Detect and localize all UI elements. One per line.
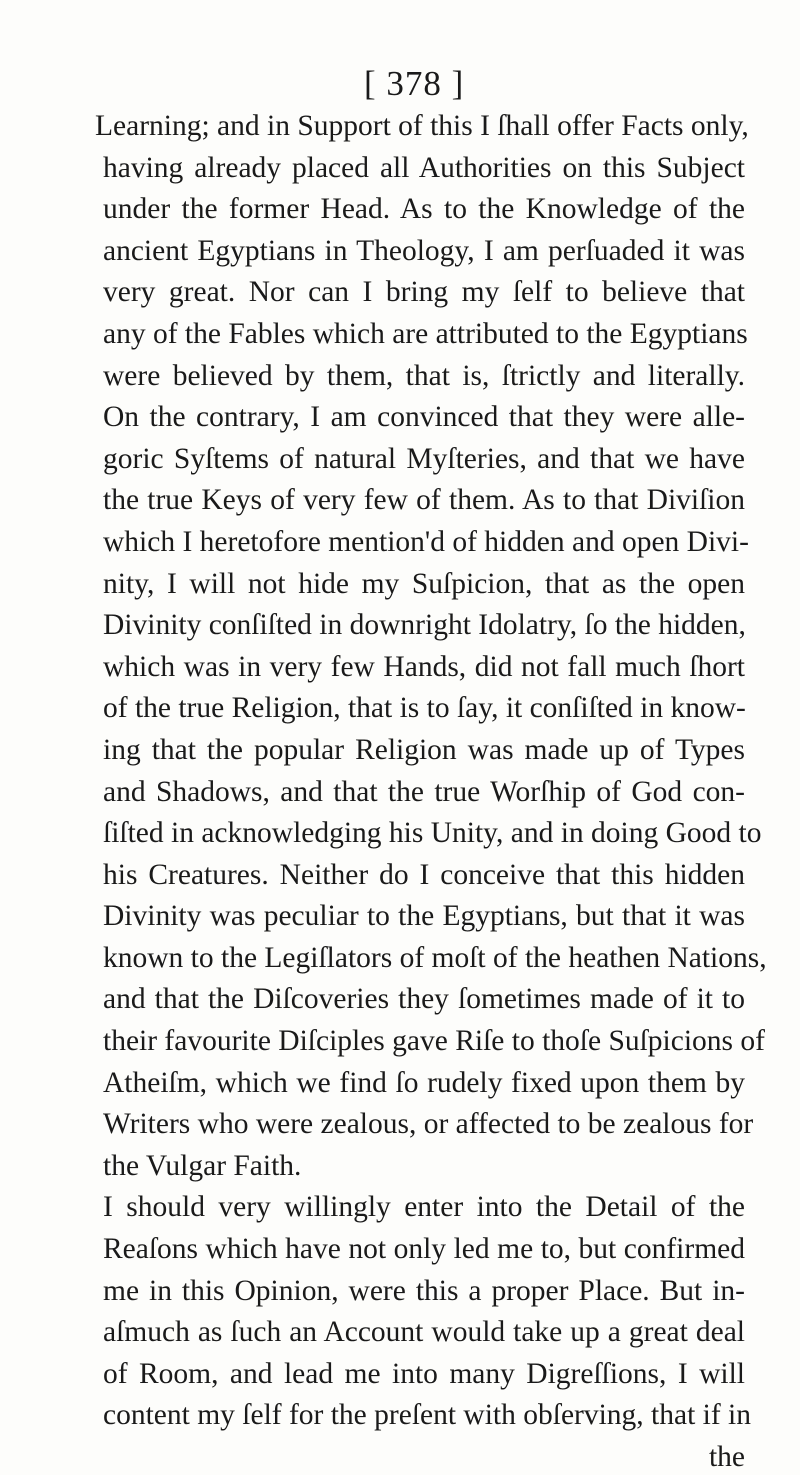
text-line: any of the Fables which are attributed to the Egyptians <box>103 317 748 350</box>
text-line: known to the Legiſlators of moſt of the heathen Nations, <box>103 941 767 974</box>
text-line: On the contrary, I am convinced that they were alle- <box>103 401 745 434</box>
text-line: his Creatures. Neither do I conceive that this hidden <box>103 858 745 891</box>
text-line: Learning; and in Support of this I ſhall offer Facts only, <box>95 110 749 142</box>
text-line: Writers who were zealous, or affected to be zealous for <box>103 1108 754 1141</box>
text-line: which I heretofore mention'd of hidden and open Divi- <box>103 525 749 558</box>
text-line: Reaſons which have not only led me to, but confirmed <box>103 1233 745 1266</box>
text-line: me in this Opinion, were this a proper Place. But in- <box>103 1274 745 1307</box>
text-line: of Room, and lead me into many Digreſſions, I will <box>103 1357 745 1390</box>
text-line: ancient Egyptians in Theology, I am perſuaded it was <box>103 234 745 267</box>
text-line: their favourite Diſciples gave Riſe to thoſe Suſpicions of <box>103 1025 765 1058</box>
text-line: under the former Head. As to the Knowledge of the <box>103 193 745 226</box>
catchword: the <box>708 1441 745 1473</box>
text-line: ing that the popular Religion was made up of Types <box>103 733 745 766</box>
text-line: the Vulgar Faith. <box>103 1149 302 1182</box>
body-text <box>95 106 767 1479</box>
text-line: having already placed all Authorities on this Subject <box>103 151 745 184</box>
text-line: I should very willingly enter into the Detail of the <box>103 1191 745 1224</box>
text-line: Atheiſm, which we find ſo rudely fixed upon them by <box>103 1066 745 1099</box>
text-line: and Shadows, and that the true Worſhip of God con- <box>103 775 745 808</box>
text-line: very great. Nor can I bring my ſelf to believe that <box>103 276 745 309</box>
text-line: and that the Diſcoveries they ſometimes made of it to <box>103 983 745 1016</box>
text-line: were believed by them, that is, ſtrictly and literally. <box>103 359 745 392</box>
text-line: ſiſted in acknowledging his Unity, and in doing Good to <box>103 817 762 850</box>
text-line: content my ſelf for the preſent with obſerving, that if in <box>103 1399 752 1432</box>
text-line: the true Keys of very few of them. As to that Diviſion <box>103 484 745 517</box>
text-line: Divinity conſiſted in downright Idolatry, ſo the hidden, <box>103 609 746 642</box>
text-line: of the true Religion, that is to ſay, it conſiſted in know- <box>103 692 746 725</box>
text-line: Divinity was peculiar to the Egyptians, but that it was <box>103 900 745 933</box>
page-number: [ 378 ] <box>364 64 465 103</box>
text-line: goric Syſtems of natural Myſteries, and that we have <box>103 442 745 475</box>
text-line: which was in very few Hands, did not fall much ſhort <box>103 650 745 683</box>
text-line: nity, I will not hide my Suſpicion, that as the open <box>103 567 745 600</box>
text-line: aſmuch as ſuch an Account would take up a great deal <box>103 1316 745 1349</box>
